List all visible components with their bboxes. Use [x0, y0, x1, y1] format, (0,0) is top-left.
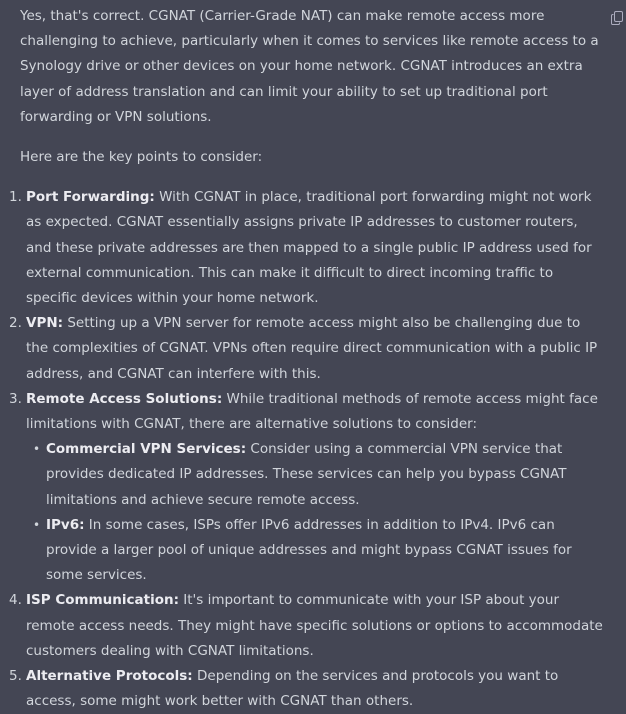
point-title: Alternative Protocols: — [26, 668, 193, 685]
copy-icon[interactable] — [611, 9, 623, 23]
list-number: 2. — [9, 315, 22, 332]
list-number: 1. — [9, 189, 22, 206]
list-number: 5. — [9, 668, 22, 685]
bullet: • — [33, 517, 41, 532]
sub-point-title: Commercial VPN Services: — [46, 441, 247, 458]
sub-point-text: In some cases, ISPs offer IPv6 addresses in addition to IPv4. IPv6 can provide a larger pool of unique addresses and might bypass CGNAT issues for some services. — [46, 516, 572, 584]
lead-paragraph: Here are the key points to consider: — [20, 149, 263, 166]
sub-list — [26, 437, 606, 588]
bullet: • — [33, 442, 41, 457]
point-title: ISP Communication: — [26, 592, 179, 609]
assistant-message — [9, 4, 606, 714]
key-points-list — [9, 185, 606, 714]
intro-paragraph: Yes, that's correct. CGNAT (Carrier-Grade NAT) can make remote access more challenging to achieve, particularly when it comes to services like remote access to a Synology drive or other devices on your home network. CGNAT introduces an extra layer of address translation and can limit your ability to set up traditional port forwarding or VPN solutions. — [20, 8, 599, 125]
list-item — [9, 311, 606, 387]
point-title: Port Forwarding: — [26, 189, 155, 206]
point-text: It's important to communicate with your ISP about your remote access needs. They might have specific solutions or options to accommodate customers dealing with CGNAT limitations. — [26, 592, 603, 659]
point-text: Depending on the services and protocols you want to access, some might work better with CGNAT than others. — [26, 668, 559, 710]
point-title: Remote Access Solutions: — [26, 390, 223, 407]
point-title: VPN: — [26, 315, 64, 332]
list-number: 3. — [9, 390, 22, 407]
sub-point-title: IPv6: — [46, 516, 85, 533]
list-item — [9, 387, 606, 589]
list-item — [9, 664, 606, 714]
point-text: Setting up a VPN server for remote access might also be challenging due to the complexities of CGNAT. VPNs often require direct communication with a public IP address, and CGNAT can interfere with this. — [26, 315, 598, 382]
list-item — [9, 588, 606, 664]
sub-list-item — [26, 437, 606, 513]
sub-list-item — [26, 513, 606, 589]
sub-point-text: Consider using a commercial VPN service that provides dedicated IP addresses. These services can help you bypass CGNAT limitations and achieve secure remote access. — [46, 441, 567, 508]
list-number: 4. — [9, 592, 22, 609]
point-text: With CGNAT in place, traditional port forwarding might not work as expected. CGNAT essentially assigns private IP addresses to customer routers, and these private addresses are then mapped to a single public IP address used for external communication. This can make it difficult to direct incoming traffic to specific devices within your home network. — [26, 189, 592, 307]
list-item — [9, 185, 606, 311]
point-text: While traditional methods of remote access might face limitations with CGNAT, there are alternative solutions to consider: — [26, 390, 598, 433]
